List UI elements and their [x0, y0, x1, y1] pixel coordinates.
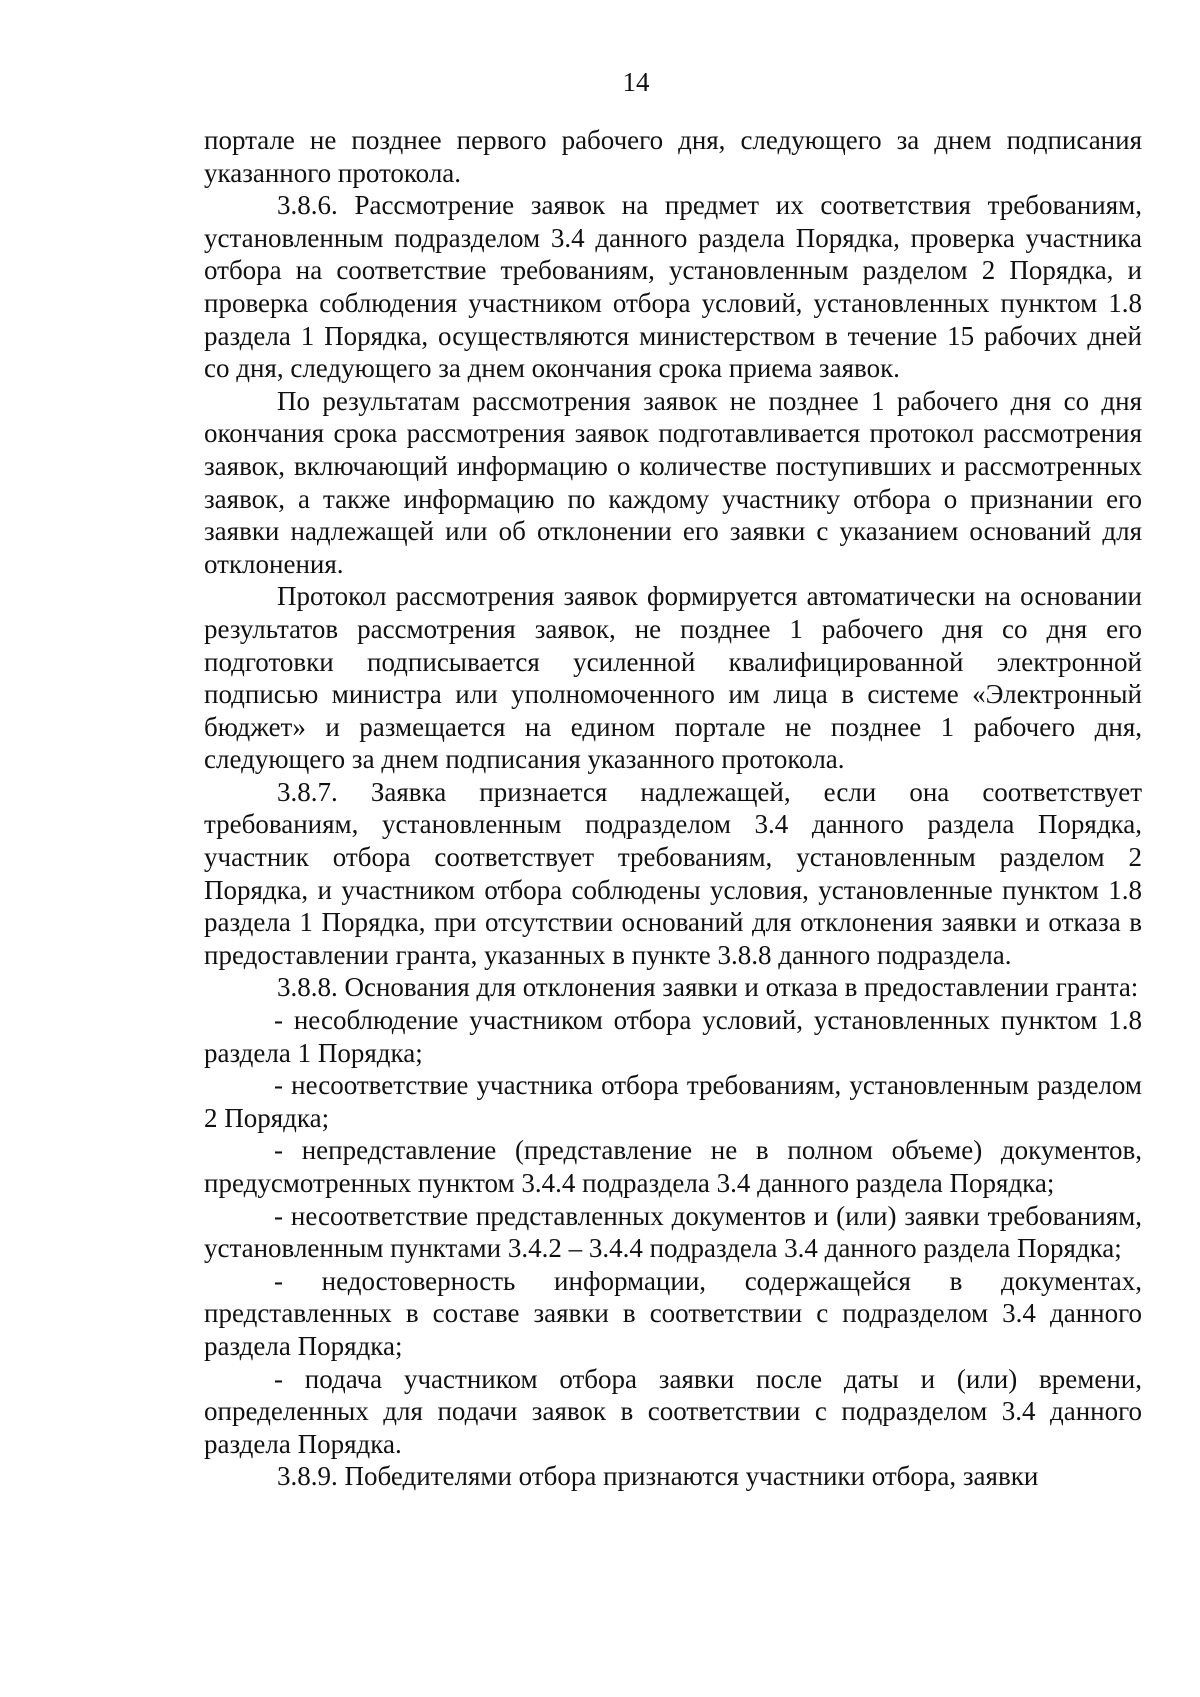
paragraph-3-8-6: 3.8.6. Рассмотрение заявок на предмет их соответствия требованиям, установленным подразделом 3.4 данного раздела Порядка, проверка участника отбора на соответствие требованиям, установленным разделом 2 Порядка, и проверка соблюдения участником отбора условий, установленных пунктом 1.8 раздела 1 Порядка, осуществляются министерством в течение 15 рабочих дней со дня, следующего за днем окончания срока приема заявок.: [204, 190, 1142, 384]
list-item-conditions: - несоблюдение участником отбора условий, установленных пунктом 1.8 раздела 1 Порядка;: [204, 1005, 1142, 1068]
paragraph-3-8-8: 3.8.8. Основания для отклонения заявки и отказа в предоставлении гранта:: [277, 972, 1139, 1003]
list-item-requirements: - несоответствие участника отбора требованиям, установленным разделом 2 Порядка;: [204, 1070, 1142, 1133]
page-number: 14: [622, 67, 650, 97]
list-item-documents-missing: - непредставление (представление не в полном объеме) документов, предусмотренных пунктом 3.4.4 подраздела 3.4 данного раздела Порядка;: [204, 1135, 1142, 1198]
paragraph-protocol: Протокол рассмотрения заявок формируется автоматически на основании результатов рассмотрения заявок, не позднее 1 рабочего дня со дня его подготовки подписывается усиленной квалифицированной электронной подписью министра или уполномоченного им лица в системе «Электронный бюджет» и размещается на едином портале не позднее 1 рабочего дня, следующего за днем подписания указанного протокола.: [204, 581, 1142, 775]
list-item-late-submission: - подача участником отбора заявки после даты и (или) времени, определенных для подачи заявок в соответствии с подразделом 3.4 данного раздела Порядка.: [204, 1363, 1142, 1459]
list-item-unreliable-info: - недостоверность информации, содержащейся в документах, представленных в составе заявки в соответствии с подразделом 3.4 данного раздела Порядка;: [204, 1265, 1142, 1361]
paragraph-review-results: По результатам рассмотрения заявок не позднее 1 рабочего дня со дня окончания срока рассмотрения заявок подготавливается протокол рассмотрения заявок, включающий информацию о количестве поступивших и рассмотренных заявок, а также информацию по каждому участнику отбора о признании его заявки надлежащей или об отклонении его заявки с указанием оснований для отклонения.: [204, 385, 1142, 579]
paragraph-3-8-7: 3.8.7. Заявка признается надлежащей, если она соответствует требованиям, установленным подразделом 3.4 данного раздела Порядка, участник отбора соответствует требованиям, установленным разделом 2 Порядка, и участником отбора соблюдены условия, установленные пунктом 1.8 раздела 1 Порядка, при отсутствии оснований для отклонения заявки и отказа в предоставлении гранта, указанных в пункте 3.8.8 данного подраздела.: [204, 776, 1142, 970]
list-item-documents-mismatch: - несоответствие представленных документов и (или) заявки требованиям, установленным пунктами 3.4.2 – 3.4.4 подраздела 3.4 данного раздела Порядка;: [204, 1200, 1142, 1264]
document-body: [204, 124, 1142, 1493]
paragraph-continuation: портале не позднее первого рабочего дня, следующего за днем подписания указанного протокола.: [204, 125, 1142, 188]
paragraph-3-8-9: 3.8.9. Победителями отбора признаются участники отбора, заявки: [277, 1461, 1039, 1492]
